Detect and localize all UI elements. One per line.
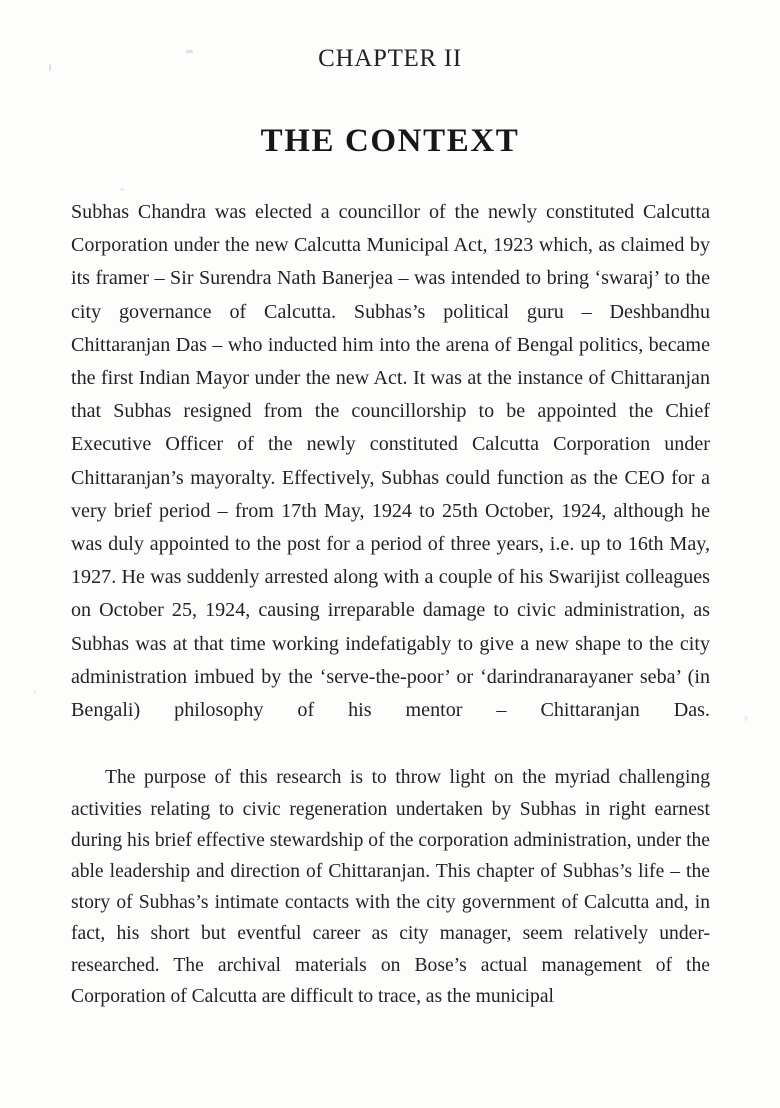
- scan-speckle-icon: [120, 188, 125, 191]
- paragraph: The purpose of this research is to throw light on the myriad challenging activities relating to civic regeneration undertaken by Subhas in right earnest during his brief effective stewardship of the corporation administration, under the able leadership and direction of Chittaranjan. This chapter of Subhas’s life – the story of Subhas’s intimate contacts with the city government of Calcutta and, in fact, his short but eventful career as city manager, seem relatively under-researched. The archival materials on Bose’s actual management of the Corporation of Calcutta are difficult to trace, as the municipal: [71, 767, 710, 1007]
- body-text: [71, 196, 710, 1012]
- page-title: THE CONTEXT: [260, 123, 520, 160]
- paragraph: Subhas Chandra was elected a councillor of the newly constituted Calcutta Corporation under the new Calcutta Municipal Act, 1923 which, as claimed by its framer – Sir Surendra Nath Banerjea – was intended to bring ‘swaraj’ to the city governance of Calcutta. Subhas’s political guru – Deshbandhu Chittaranjan Das – who inducted him into the arena of Bengal politics, became the first Indian Mayor under the new Act. It was at the instance of Chittaranjan that Subhas resigned from the councillorship to be appointed the Chief Executive Officer of the newly constituted Calcutta Corporation under Chittaranjan’s mayoralty. Effectively, Subhas could function as the CEO for a very brief period – from 17th May, 1924 to 25th October, 1924, although he was duly appointed to the post for a period of three years, i.e. up to 16th May, 1927. He was suddenly arrested along with a couple of his Swarijist colleagues on October 25, 1924, causing irreparable damage to civic administration, as Subhas was at that time working indefatigably to give a new shape to the city administration imbued by the ‘serve-the-poor’ or ‘darindranarayaner seba’ (in Bengali) philosophy of his mentor – Chittaranjan Das.: [71, 201, 710, 722]
- scan-speckle-icon: [33, 690, 36, 694]
- scan-speckle-icon: [744, 716, 748, 721]
- chapter-label: CHAPTER II: [318, 45, 462, 72]
